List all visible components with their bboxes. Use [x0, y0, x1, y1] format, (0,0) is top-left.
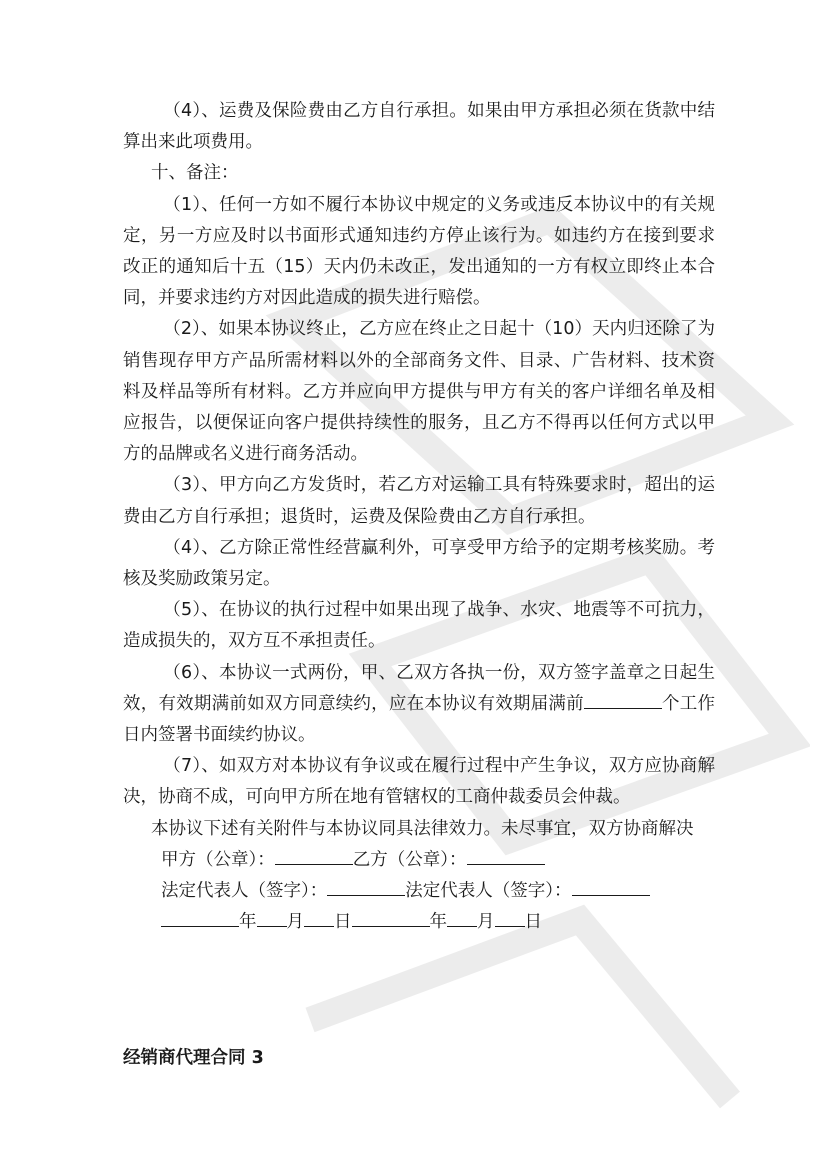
- remark-6-tail: 个工作日内签署书面续约协议。: [123, 693, 716, 746]
- month-label-a: 月: [286, 912, 304, 933]
- year-label-a: 年: [239, 912, 257, 933]
- blank-party-a-seal: [275, 846, 353, 865]
- blank-rep-a: [327, 877, 405, 896]
- section-heading-remarks: 十、备注：: [151, 163, 239, 184]
- blank-day-a: [304, 908, 334, 927]
- blank-year-a: [161, 908, 239, 927]
- paragraph-remark-4: （4）、乙方除正常性经营赢利外，可享受甲方给予的定期考核奖励。考核及奖励政策另定。: [123, 537, 715, 590]
- month-label-b: 月: [477, 912, 495, 933]
- blank-rep-b: [572, 877, 650, 896]
- date-line: [123, 907, 715, 938]
- blank-month-a: [257, 908, 287, 927]
- next-section-heading: 经销商代理合同 3: [123, 1048, 264, 1068]
- paragraph-freight-cost: （4）、运费及保险费由乙方自行承担。如果由甲方承担必须在货款中结算出来此项费用。: [123, 101, 715, 153]
- blank-workdays: [584, 689, 662, 708]
- year-label-b: 年: [429, 912, 447, 933]
- blank-day-b: [495, 908, 525, 927]
- paragraph-remark-5: （5）、在协议的执行过程中如果出现了战争、水灾、地震等不可抗力，造成损失的，双方互不承担责任。: [123, 600, 715, 652]
- paragraph-remark-3: （3）、甲方向乙方发货时，若乙方对运输工具有特殊要求时，超出的运费由乙方自行承担；退货时，运费及保险费由乙方自行承担。: [123, 475, 715, 527]
- seal-line: [123, 845, 715, 876]
- document-body: [123, 96, 715, 938]
- party-b-seal-label: 乙方（公章）：: [352, 849, 467, 870]
- paragraph-remark-6: [123, 658, 715, 752]
- paragraph-remark-7: （7）、如双方对本协议有争议或在履行过程中产生争议，双方应协商解决，协商不成，可向甲方所在地有管辖权的工商仲裁委员会仲裁。: [123, 756, 715, 808]
- party-a-seal-label: 甲方（公章）：: [161, 849, 275, 870]
- representative-line: [123, 876, 715, 907]
- day-label-a: 日: [334, 912, 352, 933]
- remark-6-text: （6）、本协议一式两份，甲、乙双方各执一份，双方签字盖章之日起生效，有效期满前如双方同意续约，应在本协议有效期届满前: [123, 662, 715, 714]
- paragraph-attachments: 本协议下述有关附件与本协议同具法律效力。未尽事宜，双方协商解决: [151, 818, 694, 839]
- blank-year-b: [352, 908, 430, 927]
- paragraph-remark-1: （1）、任何一方如不履行本协议中规定的义务或违反本协议中的有关规定，另一方应及时以书面形式通知违约方停止该行为。如违约方在接到要求改正的通知后十五（15）天内仍未改正，发出通知的一方有权立即终止本合同，并要求违约方对因此造成的损失进行赔偿。: [123, 194, 715, 309]
- blank-party-b-seal: [467, 846, 545, 865]
- rep-a-label: 法定代表人（签字）：: [161, 881, 328, 902]
- paragraph-remark-2: （2）、如果本协议终止，乙方应在终止之日起十（10）天内归还除了为销售现存甲方产品所需材料以外的全部商务文件、目录、广告材料、技术资料及样品等所有材料。乙方并应向甲方提供与甲方有关的客户详细名单及相应报告，以便保证向客户提供持续性的服务，且乙方不得再以任何方式以甲方的品牌或名义进行商务活动。: [123, 319, 715, 465]
- day-label-b: 日: [524, 912, 542, 933]
- blank-month-b: [447, 908, 477, 927]
- rep-b-label: 法定代表人（签字）：: [405, 881, 572, 902]
